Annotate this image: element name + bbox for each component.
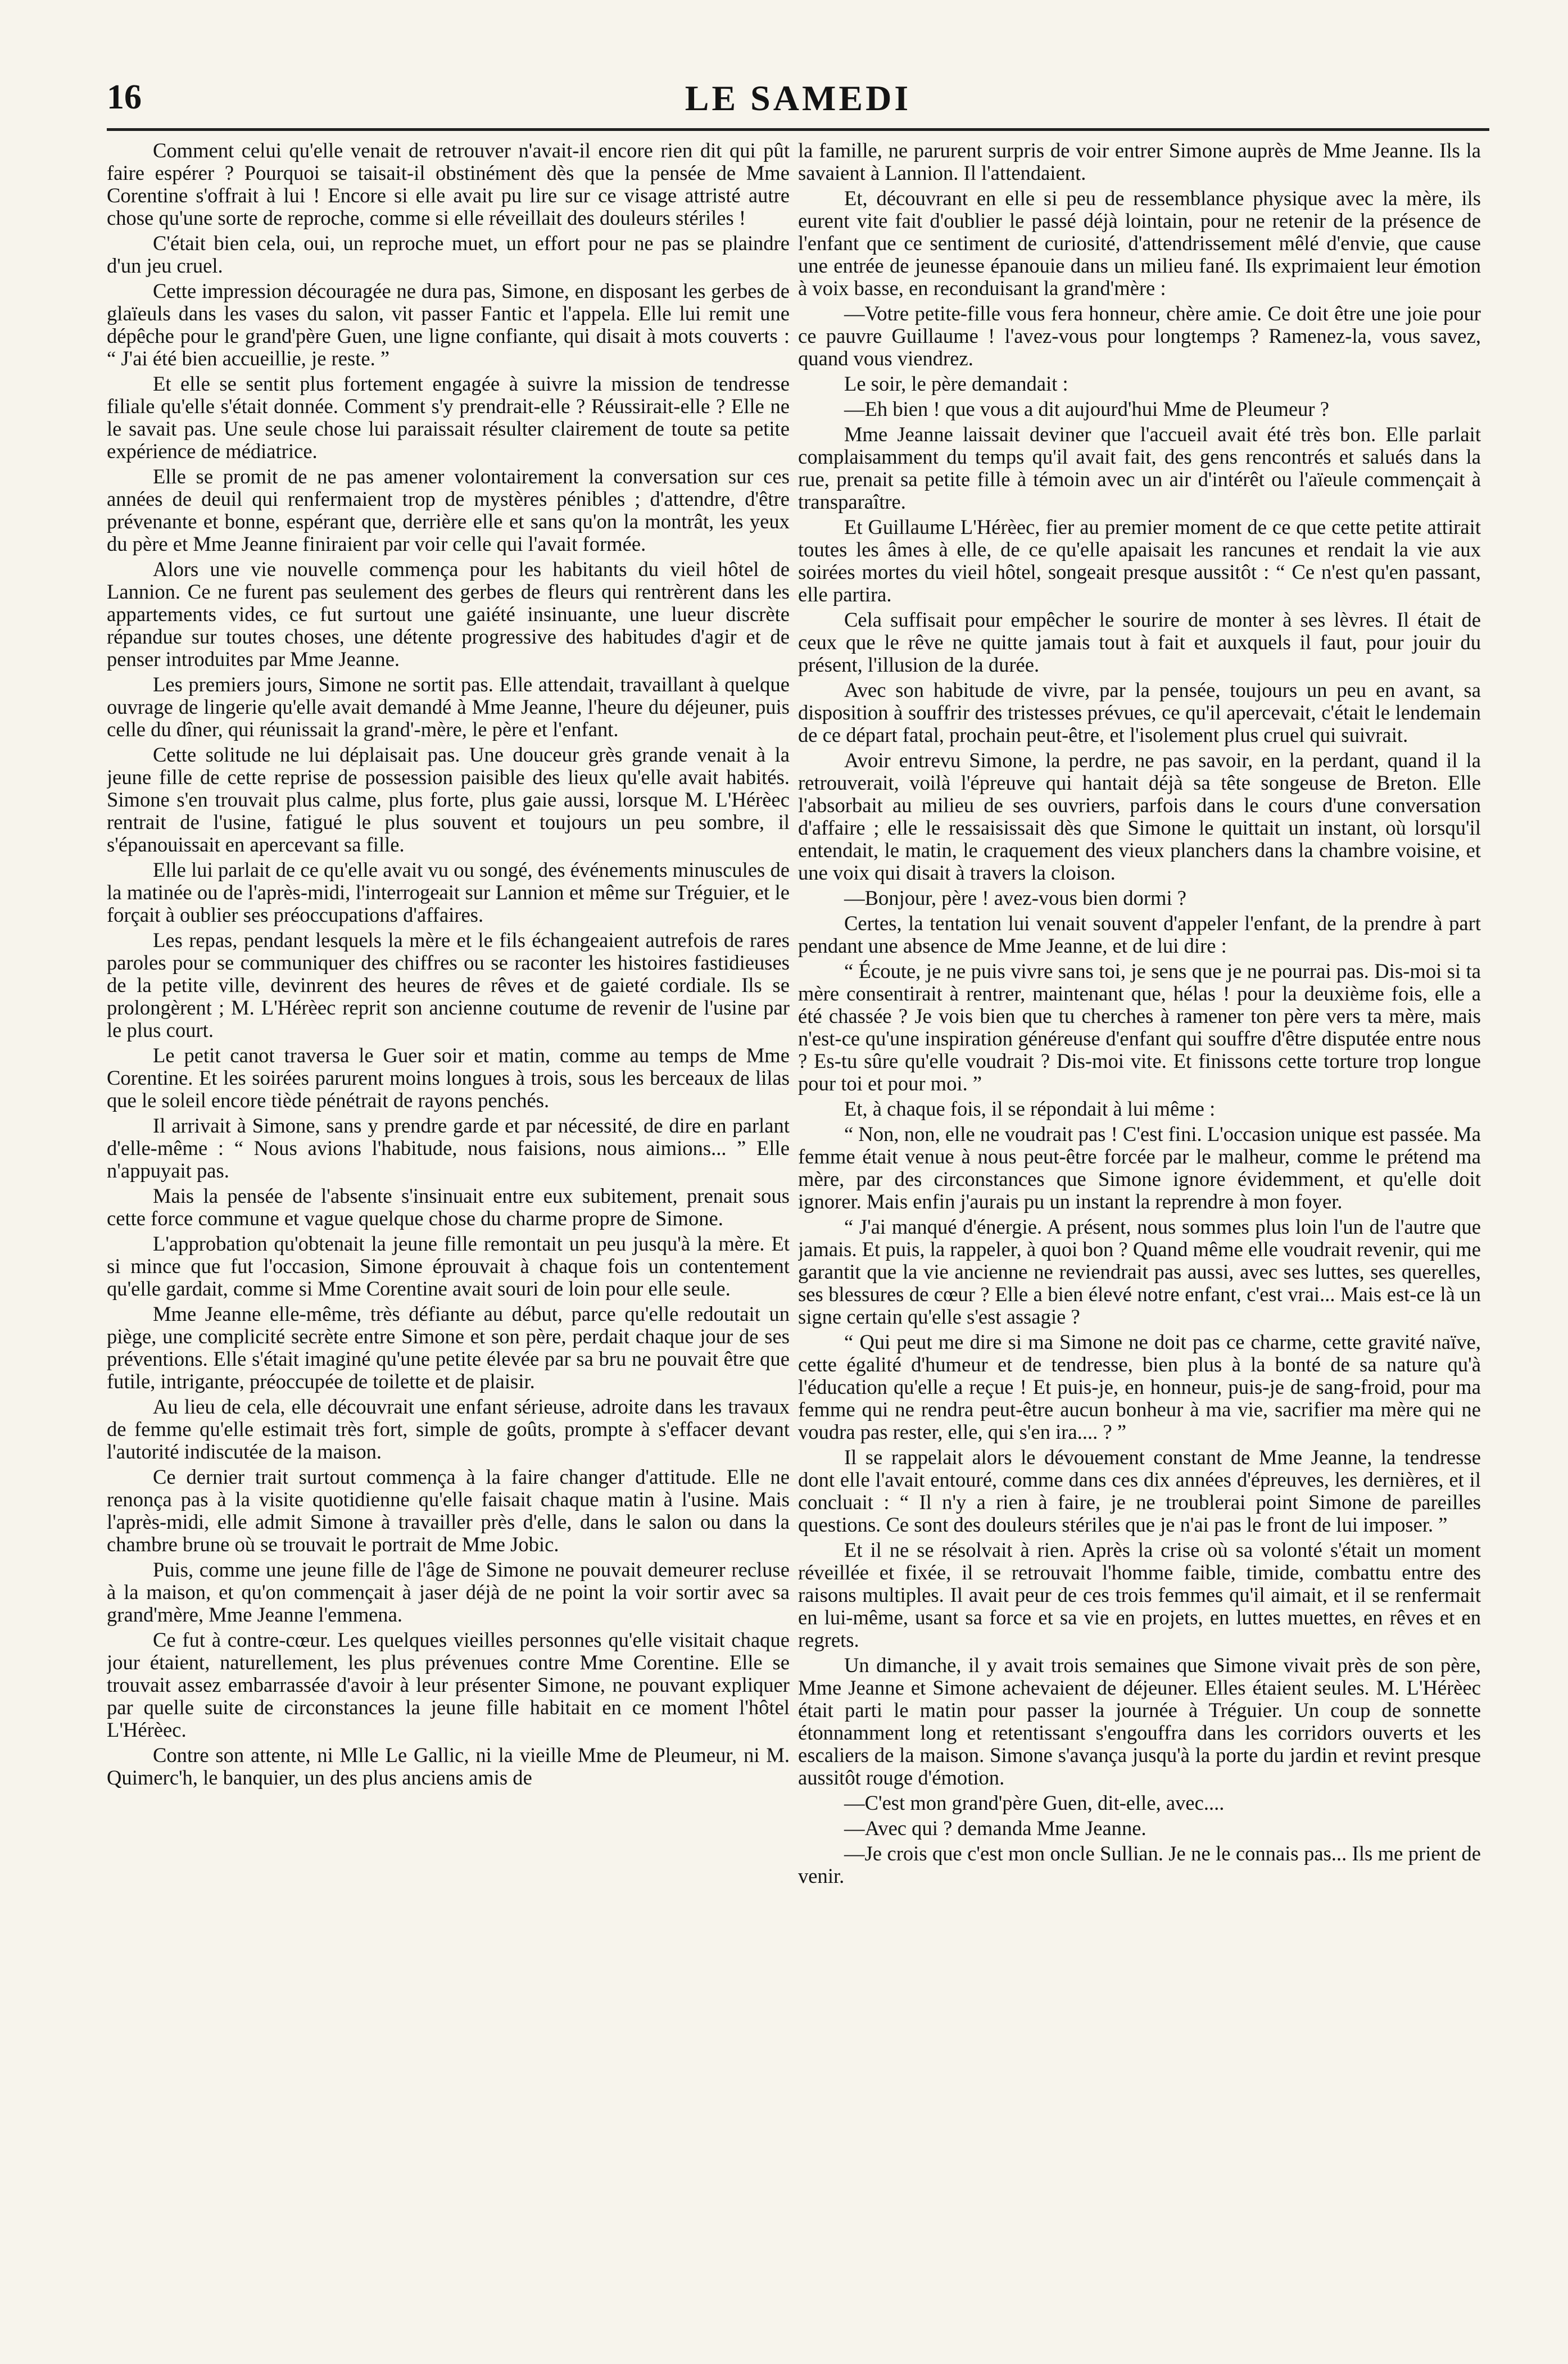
paragraph: Il se rappelait alors le dévouement constant de Mme Jeanne, la tendresse dont elle l'avait entouré, comme dans ces dix années d'épreuves, les dernières, et il concluait : “ Il n'y a rien à faire, je ne troublerai point Simone de pareilles questions. Ce sont des douleurs stériles que je n'ai pas le front de lui imposer. ” bbox=[798, 1446, 1481, 1536]
paragraph: “ Écoute, je ne puis vivre sans toi, je sens que je ne pourrai pas. Dis-moi si ta mère consentirait à rentrer, maintenant que, hélas ! pour la deuxième fois, elle a été chassée ? Je vois bien que tu cherches à ramener ton père vers ta mère, mais n'est-ce qu'une inspiration généreuse d'enfant qui souffre d'être disputée entre nous ? Es-tu sûre qu'elle voudrait ? Dis-moi vite. Et finissons cette torture trop longue pour toi et pour moi. ” bbox=[798, 959, 1481, 1095]
paragraph: Elle lui parlait de ce qu'elle avait vu ou songé, des événements minuscules de la matinée ou de l'après-midi, l'interrogeait sur Lannion et même sur Tréguier, et le forçait à oublier ses préoccupations d'affaires. bbox=[107, 858, 790, 926]
paragraph: Le soir, le père demandait : bbox=[844, 372, 1068, 395]
paragraph: “ J'ai manqué d'énergie. A présent, nous sommes plus loin l'un de l'autre que jamais. Et puis, la rappeler, à quoi bon ? Quand même elle voudrait revenir, qui me garantit que la vie ancienne ne reviendrait pas aussi, avec ses luttes, ses querelles, ses blessures de cœur ? Elle a bien élevé notre enfant, c'est vrai... Mais est-ce là un signe certain qu'elle s'est assagie ? bbox=[798, 1215, 1481, 1328]
right-column bbox=[798, 139, 1481, 2309]
paragraph: “ Qui peut me dire si ma Simone ne doit pas ce charme, cette gravité naïve, cette égalité d'humeur et de tendresse, bien plus à la bonté de sa nature qu'à l'éducation qu'elle a reçue ! Et puis-je, en honneur, puis-je de sang-froid, pour ma femme qui ne rendra peut-être aucun bonheur à ma vie, sacrifier ma mère qui ne voudra pas rester, elle, qui s'en ira.... ? ” bbox=[798, 1330, 1481, 1443]
paragraph: —Bonjour, père ! avez-vous bien dormi ? bbox=[844, 886, 1187, 909]
paragraph: Cela suffisait pour empêcher le sourire de monter à ses lèvres. Il était de ceux que le rêve ne quitte jamais tout à fait et auxquels il faut, pour jouir du présent, l'illusion de la durée. bbox=[798, 608, 1481, 676]
paragraph: Mme Jeanne laissait deviner que l'accueil avait été très bon. Elle parlait complaisamment du temps qu'il avait fait, des gens rencontrés et salués dans la rue, prenait sa petite fille à témoin avec un air d'intérêt ou l'aïeule commençait à transparaître. bbox=[798, 423, 1481, 513]
paragraph: L'approbation qu'obtenait la jeune fille remontait un peu jusqu'à la mère. Et si mince que fut l'occasion, Simone éprouvait à chaque fois un contentement qu'elle gardait, comme si Mme Corentine avait souri de loin pour elle seule. bbox=[107, 1232, 790, 1300]
paragraph: Et elle se sentit plus fortement engagée à suivre la mission de tendresse filiale qu'elle s'était donnée. Comment s'y prendrait-elle ? Réussirait-elle ? Elle ne le savait pas. Une seule chose lui paraissait résulter clairement de toute sa petite expérience de médiatrice. bbox=[107, 372, 790, 463]
paragraph: Et, découvrant en elle si peu de ressemblance physique avec la mère, ils eurent vite fait d'oublier le passé déjà lointain, pour ne retenir de la présence de l'enfant que ce sentiment de curiosité, d'attendrissement mêlé d'envie, que cause une entrée de jeunesse épanouie dans un milieu fané. Ils exprimaient leur émotion à voix basse, en reconduisant la grand'mère : bbox=[798, 187, 1481, 300]
paragraph: Un dimanche, il y avait trois semaines que Simone vivait près de son père, Mme Jeanne et Simone achevaient de déjeuner. Elles étaient seules. M. L'Hérèec était parti le matin pour passer la journée à Tréguier. Un coup de sonnette étonnamment long et retentissant s'engouffra dans les corridors ouverts et les escaliers de la maison. Simone s'avança jusqu'à la porte du jardin et revint presque aussitôt rouge d'émotion. bbox=[798, 1654, 1481, 1789]
paragraph: Alors une vie nouvelle commença pour les habitants du vieil hôtel de Lannion. Ce ne furent pas seulement des gerbes de fleurs qui rentrèrent dans les appartements vides, ce fut surtout une gaiété insinuante, une lueur discrète répandue sur toutes choses, une détente progressive des habitudes d'agir et de penser introduites par Mme Jeanne. bbox=[107, 558, 790, 671]
paragraph: —Votre petite-fille vous fera honneur, chère amie. Ce doit être une joie pour ce pauvre Guillaume ! l'avez-vous pour longtemps ? Ramenez-la, vous savez, quand vous viendrez. bbox=[798, 302, 1481, 370]
paragraph: Puis, comme une jeune fille de l'âge de Simone ne pouvait demeurer recluse à la maison, et qu'on commençait à jaser déjà de ne point la voir sortir avec sa grand'mère, Mme Jeanne l'emmena. bbox=[107, 1558, 790, 1626]
paragraph: C'était bien cela, oui, un reproche muet, un effort pour ne pas se plaindre d'un jeu cruel. bbox=[107, 232, 790, 277]
page-header bbox=[107, 78, 1489, 131]
paragraph: Contre son attente, ni Mlle Le Gallic, ni la vieille Mme de Pleumeur, ni M. Quimerc'h, le banquier, un des plus anciens amis de bbox=[107, 1743, 790, 1789]
paragraph: Les repas, pendant lesquels la mère et le fils échangeaient autrefois de rares paroles pour se communiquer des chiffres ou se raconter les histoires fastidieuses de la petite ville, devinrent des heures de rêves et de gaieté cordiale. Ils se prolongèrent ; M. L'Hérèec reprit son ancienne coutume de revenir de l'usine par le plus court. bbox=[107, 929, 790, 1041]
paragraph: —Avec qui ? demanda Mme Jeanne. bbox=[844, 1817, 1146, 1840]
paragraph: —Je crois que c'est mon oncle Sullian. Je ne le connais pas... Ils me prient de venir. bbox=[798, 1842, 1481, 1887]
paragraph: —C'est mon grand'père Guen, dit-elle, avec.... bbox=[844, 1791, 1225, 1814]
header-rule bbox=[107, 128, 1489, 131]
paragraph: Comment celui qu'elle venait de retrouver n'avait-il encore rien dit qui pût faire espérer ? Pourquoi se taisait-il obstinément dès que la pensée de Mme Corentine s'offrait à lui ! Encore si elle avait pu lire sur ce visage attristé autre chose qu'une sorte de reproche, comme si elle réveillait des douleurs stériles ! bbox=[107, 139, 790, 229]
paragraph: Et, à chaque fois, il se répondait à lui même : bbox=[844, 1097, 1216, 1120]
paragraph: Cette solitude ne lui déplaisait pas. Une douceur grès grande venait à la jeune fille de cette reprise de possession paisible des lieux qu'elle avait habités. Simone s'en trouvait plus calme, plus forte, plus gaie aussi, lorsque M. L'Hérèec rentrait de l'usine, fatigué le plus souvent et toujours un peu sombre, il s'épanouissait en apercevant sa fille. bbox=[107, 743, 790, 856]
paragraph: Ce fut à contre-cœur. Les quelques vieilles personnes qu'elle visitait chaque jour étaient, naturellement, les plus prévenues contre Mme Corentine. Elle se trouvait assez embarrassée d'avoir à leur présenter Simone, ne pouvant expliquer par quelle suite de circonstances la jeune fille habitait en ce moment l'hôtel L'Hérèec. bbox=[107, 1628, 790, 1741]
paragraph: Certes, la tentation lui venait souvent d'appeler l'enfant, de la prendre à part pendant une absence de Mme Jeanne, et de lui dire : bbox=[798, 912, 1481, 957]
paragraph: Cette impression découragée ne dura pas, Simone, en disposant les gerbes de glaïeuls dans les vases du salon, vit passer Fantic et l'appela. Elle lui remit une dépêche pour le grand'père Guen, une ligne confiante, qui disait à mots couverts : “ J'ai été bien accueillie, je reste. ” bbox=[107, 279, 790, 370]
left-column bbox=[107, 139, 790, 2309]
paragraph: Avoir entrevu Simone, la perdre, ne pas savoir, en la perdant, quand il la retrouverait, voilà l'épreuve qui hantait déjà sa tête songeuse de Breton. Elle l'absorbait au milieu de ses ouvriers, parfois dans le cours d'une conversation d'affaire ; elle le ressaisissait dès que Simone le quittait un instant, où lorsqu'il entendait, le matin, le craquement des vieux planchers dans la chambre voisine, et une voix qui disait à travers la cloison. bbox=[798, 749, 1481, 884]
paragraph: Et Guillaume L'Hérèec, fier au premier moment de ce que cette petite attirait toutes les âmes à elle, de ce qu'elle apaisait les rancunes et rendait la vie aux soirées mortes du vieil hôtel, songeait presque aussitôt : “ Ce n'est qu'en passant, elle partira. bbox=[798, 515, 1481, 606]
page-number: 16 bbox=[107, 78, 142, 116]
paragraph: Mais la pensée de l'absente s'insinuait entre eux subitement, prenait sous cette force commune et vague quelque chose du charme propre de Simone. bbox=[107, 1184, 790, 1230]
paragraph: Il arrivait à Simone, sans y prendre garde et par nécessité, de dire en parlant d'elle-même : “ Nous avions l'habitude, nous faisions, nous aimions... ” Elle n'appuyait pas. bbox=[107, 1114, 790, 1182]
paragraph: Les premiers jours, Simone ne sortit pas. Elle attendait, travaillant à quelque ouvrage de lingerie qu'elle avait demandé à Mme Jeanne, l'heure du déjeuner, puis celle du dîner, qui réunissait la grand'-mère, le père et l'enfant. bbox=[107, 673, 790, 741]
paragraph: Et il ne se résolvait à rien. Après la crise où sa volonté s'était un moment réveillée et fixée, il se retrouvait l'homme faible, timide, combattu entre des raisons multiples. Il avait peur de ces trois femmes qu'il aimait, et il se renfermait en lui-même, usant sa force et sa vie en projets, en luttes muettes, en rêves et en regrets. bbox=[798, 1538, 1481, 1651]
paragraph: Elle se promit de ne pas amener volontairement la conversation sur ces années de deuil qui renfermaient trop de mystères pénibles ; d'attendre, d'être prévenante et bonne, espérant que, derrière elle et sans qu'on la montrât, les yeux du père et Mme Jeanne finiraient par voir celle qui l'avait formée. bbox=[107, 465, 790, 555]
paragraph: “ Non, non, elle ne voudrait pas ! C'est fini. L'occasion unique est passée. Ma femme était venue à nous peut-être forcée par le malheur, comme le prétend ma mère, par des circonstances que Simone ignore évidemment, et qu'elle doit ignorer. Mais enfin j'aurais pu un instant la reprendre à mon foyer. bbox=[798, 1122, 1481, 1213]
paragraph: Au lieu de cela, elle découvrait une enfant sérieuse, adroite dans les travaux de femme qu'elle estimait très fort, simple de goûts, prompte à s'effacer devant l'autorité indiscutée de la maison. bbox=[107, 1395, 790, 1463]
paragraph: la famille, ne parurent surpris de voir entrer Simone auprès de Mme Jeanne. Ils la savaient à Lannion. Il l'attendaient. bbox=[798, 139, 1481, 184]
masthead-title: LE SAMEDI bbox=[685, 78, 912, 118]
paragraph: Le petit canot traversa le Guer soir et matin, comme au temps de Mme Corentine. Et les soirées parurent moins longues à trois, sous les berceaux de lilas que le soleil encore tiède pénétrait de rayons penchés. bbox=[107, 1044, 790, 1112]
paragraph: Mme Jeanne elle-même, très défiante au début, parce qu'elle redoutait un piège, une complicité secrète entre Simone et son père, perdait chaque jour de ses préventions. Elle s'était imaginé qu'une petite élevée par sa bru ne pouvait être que futile, intrigante, préoccupée de toilette et de plaisir. bbox=[107, 1302, 790, 1393]
paragraph: Avec son habitude de vivre, par la pensée, toujours un peu en avant, sa disposition à souffrir des tristesses prévues, ce qu'il apercevait, c'était le lendemain de ce départ fatal, prochain peut-être, et l'isolement plus cruel qui suivrait. bbox=[798, 678, 1481, 746]
paragraph: —Eh bien ! que vous a dit aujourd'hui Mme de Pleumeur ? bbox=[844, 397, 1329, 420]
paragraph: Ce dernier trait surtout commença à la faire changer d'attitude. Elle ne renonça pas à la visite quotidienne qu'elle faisait chaque matin à l'usine. Mais l'après-midi, elle admit Simone à travailler près d'elle, dans le salon ou dans la chambre brune où se trouvait le portrait de Mme Jobic. bbox=[107, 1465, 790, 1556]
